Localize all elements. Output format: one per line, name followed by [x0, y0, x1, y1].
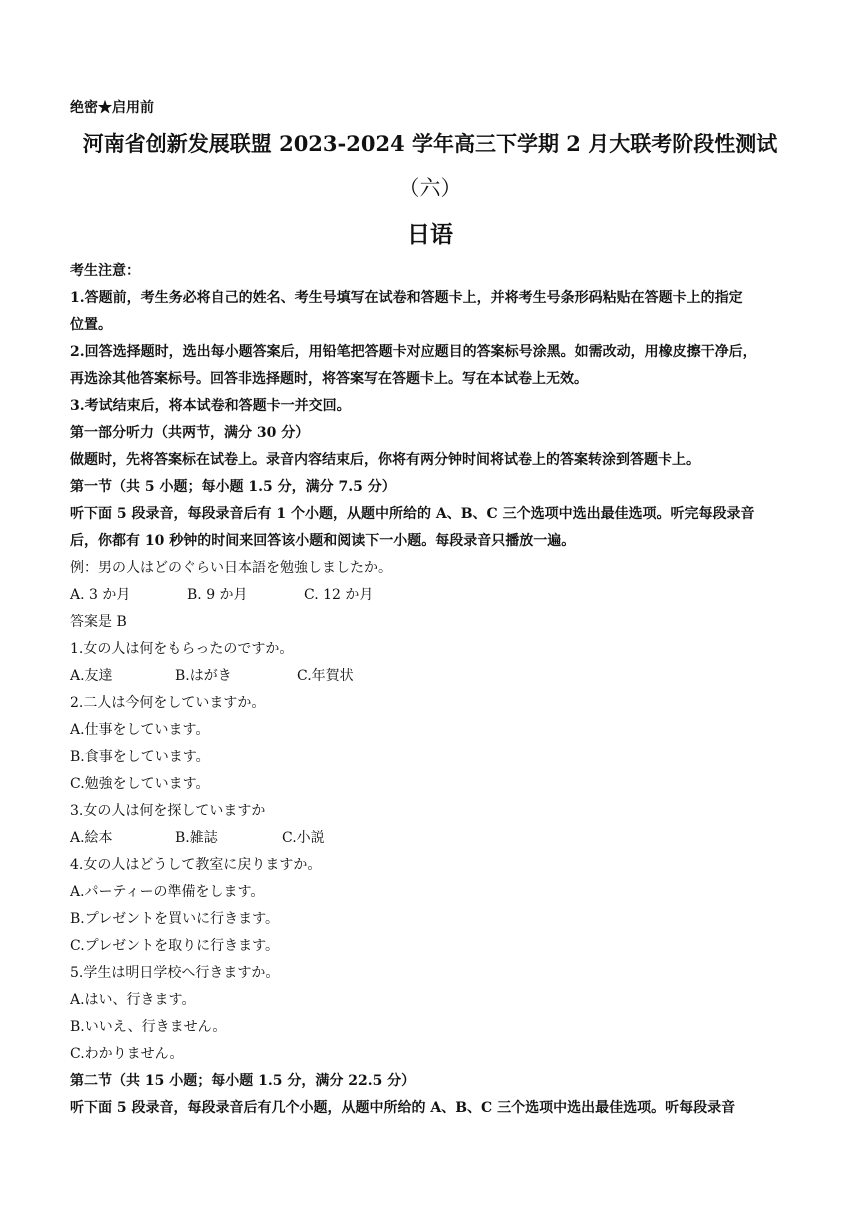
q3-option-b: B.雑誌 [175, 830, 218, 846]
q5-option-b: B.いいえ、行きません。 [70, 1019, 227, 1035]
notice-item-2a: 2.回答选择题时，选出每小题答案后，用铅笔把答题卡对应题目的答案标号涂黑。如需改动，用橡皮擦干净后， [70, 344, 757, 360]
notice-heading: 考生注意： [70, 263, 140, 279]
section1-heading: 第一节（共 5 小题；每小题 1.5 分，满分 7.5 分） [70, 479, 396, 495]
confidential-label: 绝密★启用前 [70, 100, 154, 116]
notice-item-2b: 再选涂其他答案标号。回答非选择题时，将答案写在答题卡上。写在本试卷上无效。 [70, 371, 588, 387]
exam-title-sub: （六） [398, 176, 462, 200]
example-option-a: A. 3 か月 [70, 587, 131, 603]
notice-item-1a: 1.答题前，考生务必将自己的姓名、考生号填写在试卷和答题卡上，并将考生号条形码粘贴在答题卡上的指定 [70, 290, 743, 306]
section1-instruction-b: 后，你都有 10 秒钟的时间来回答该小题和阅读下一小题。每段录音只播放一遍。 [70, 533, 576, 549]
q1-option-a: A.友達 [70, 668, 113, 684]
question-1: 1.女の人は何をもらったのですか。 [70, 641, 294, 657]
section1-instruction-a: 听下面 5 段录音，每段录音后有 1 个小题，从题中所给的 A、B、C 三个选项中选出最佳选项。听完每段录音 [70, 506, 755, 522]
example-answer: 答案是 B [70, 614, 127, 630]
part1-instruction: 做题时，先将答案标在试卷上。录音内容结束后，你将有两分钟时间将试卷上的答案转涂到答题卡上。 [70, 452, 700, 468]
q2-option-c: C.勉強をしています。 [70, 776, 210, 792]
example-question: 例：男の人はどのぐらい日本語を勉強しましたか。 [70, 560, 392, 576]
question-5: 5.学生は明日学校へ行きますか。 [70, 965, 280, 981]
notice-item-3: 3.考试结束后，将本试卷和答题卡一并交回。 [70, 398, 351, 414]
q5-option-c: C.わかりません。 [70, 1046, 184, 1062]
section2-instruction: 听下面 5 段录音，每段录音后有几个小题，从题中所给的 A、B、C 三个选项中选出最佳选项。听每段录音 [70, 1100, 736, 1116]
q4-option-a: A.パーティーの準備をします。 [70, 884, 265, 900]
subject-title: 日语 [407, 221, 453, 248]
section2-heading: 第二节（共 15 小题；每小题 1.5 分，满分 22.5 分） [70, 1073, 416, 1089]
q2-option-b: B.食事をしています。 [70, 749, 210, 765]
q4-option-b: B.プレゼントを買いに行きます。 [70, 911, 280, 927]
q3-option-a: A.絵本 [70, 830, 113, 846]
q2-option-a: A.仕事をしています。 [70, 722, 210, 738]
q4-option-c: C.プレゼントを取りに行きます。 [70, 938, 279, 954]
example-option-c: C. 12 か月 [304, 587, 374, 603]
question-3: 3.女の人は何を探していますか [70, 803, 266, 819]
q1-option-b: B.はがき [175, 668, 232, 684]
example-option-b: B. 9 か月 [187, 587, 248, 603]
exam-title: 河南省创新发展联盟 2023-2024 学年高三下学期 2 月大联考阶段性测试 [82, 131, 778, 156]
question-2: 2.二人は今何をしていますか。 [70, 695, 266, 711]
q5-option-a: A.はい、行きます。 [70, 992, 196, 1008]
q3-option-c: C.小説 [282, 830, 325, 846]
notice-item-1b: 位置。 [70, 317, 112, 333]
q1-option-c: C.年賀状 [297, 668, 354, 684]
part1-heading: 第一部分听力（共两节，满分 30 分） [70, 425, 310, 441]
question-4: 4.女の人はどうして教室に戻りますか。 [70, 857, 322, 873]
